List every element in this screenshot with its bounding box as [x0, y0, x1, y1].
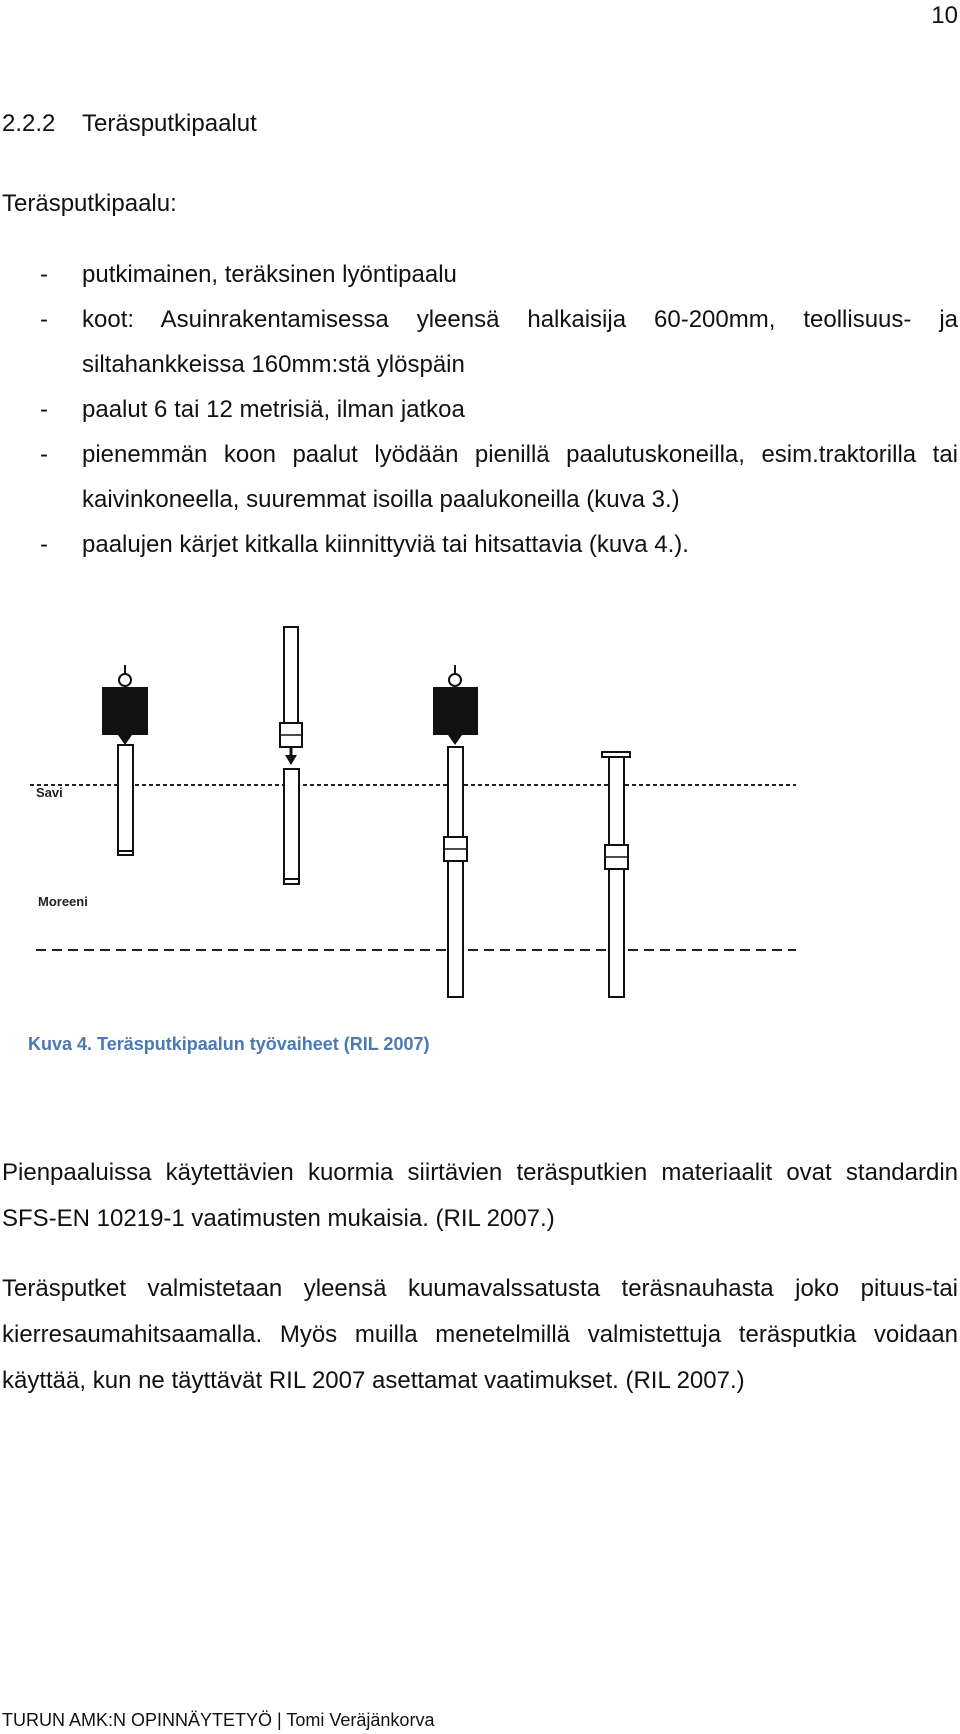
stage-4: [602, 752, 630, 997]
steel-pile: [609, 757, 624, 997]
paragraph: Pienpaaluissa käytettävien kuormia siirtävien teräsputkien materiaalit ovat standardin SFS-EN 10219-1 vaatimusten mukaisia. (RIL 2007.): [2, 1159, 958, 1232]
list-item: - paalut 6 tai 12 metrisiä, ilman jatkoa: [40, 396, 465, 423]
list-item: - pienemmän koon paalut lyödään pienillä paalutuskoneilla, esim.traktorilla tai kaivinkoneella, suuremmat isoilla paalukoneilla (kuva 3.): [40, 441, 958, 513]
stage-1: [102, 665, 148, 855]
list-item: - koot: Asuinrakentamisessa yleensä halkaisija 60-200mm, teollisuus- ja siltahankkeissa 160mm:stä ylöspäin: [40, 306, 958, 378]
steel-pile: [118, 745, 133, 855]
pile-hammer: [102, 687, 148, 735]
list-item: - paalujen kärjet kitkalla kiinnittyviä tai hitsattavia (kuva 4.).: [40, 531, 689, 558]
stage-3: [433, 665, 478, 997]
page-number: 10: [931, 2, 958, 29]
page-footer: TURUN AMK:N OPINNÄYTETYÖ | Tomi Veräjänkorva: [2, 1710, 435, 1730]
figure-caption: Kuva 4. Teräsputkipaalun työvaiheet (RIL 2007): [28, 1034, 430, 1054]
label-savi: Savi: [36, 785, 63, 800]
section-heading: [2, 110, 257, 138]
steel-pile: [284, 769, 299, 884]
paragraph: Teräsputket valmistetaan yleensä kuumavalssatusta teräsnauhasta joko pituus-tai kierresaumahitsaamalla. Myös muilla menetelmillä valmistettuja teräsputkia voidaan käyttää, kun ne täyttävät RIL 2007 asettamat vaatimukset. (RIL 2007.): [2, 1275, 958, 1394]
arrow-down-icon: [285, 755, 297, 765]
section-title: Teräsputkipaalut: [82, 110, 257, 137]
pile-hammer: [433, 687, 478, 735]
steel-pile: [448, 747, 463, 997]
extension-pile: [284, 627, 298, 737]
section-number: 2.2.2: [2, 110, 56, 137]
list-item: - putkimainen, teräksinen lyöntipaalu: [40, 261, 457, 288]
bullet-list: [0, 252, 960, 567]
pile-installation-figure: [28, 595, 808, 1015]
stage-2: [280, 627, 302, 884]
label-moreeni: Moreeni: [38, 894, 88, 909]
intro-text: Teräsputkipaalu:: [2, 190, 177, 217]
